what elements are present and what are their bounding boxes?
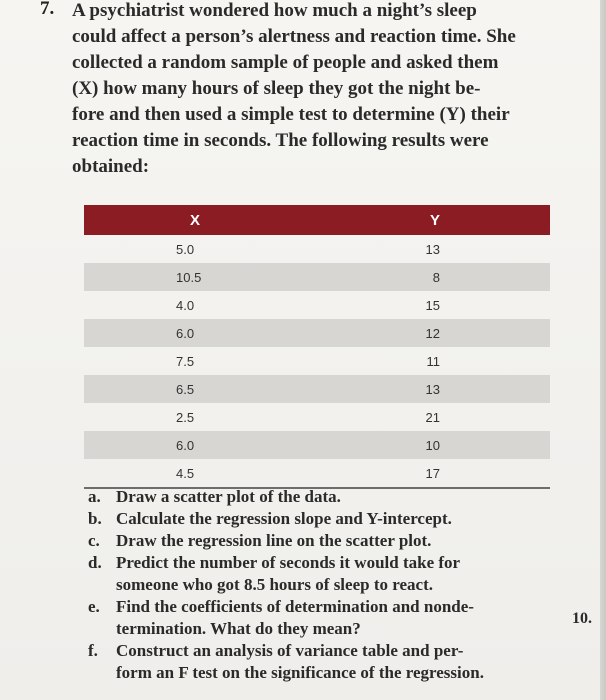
header-y: Y <box>357 205 550 235</box>
item-text: termination. What do they mean? <box>116 619 361 638</box>
item-text: Construct an analysis of variance table and per- <box>116 641 464 660</box>
exercise-item-d <box>88 552 548 596</box>
intro-line: reaction time in seconds. The following results were <box>72 130 489 151</box>
table-row <box>84 291 550 319</box>
problem-number: 7. <box>40 0 55 19</box>
problem-intro <box>72 0 552 180</box>
cell-y: 13 <box>357 375 550 403</box>
table-row <box>84 347 550 375</box>
cell-x: 5.0 <box>176 241 195 257</box>
item-text: Predict the number of seconds it would take for <box>116 553 461 572</box>
item-label: d. <box>88 553 102 572</box>
item-label: b. <box>88 509 102 528</box>
cell-y: 17 <box>357 459 550 488</box>
intro-line: (X) how many hours of sleep they got the night be- <box>72 78 481 99</box>
intro-line: obtained: <box>72 156 150 177</box>
exercise-item-b <box>88 508 548 530</box>
cell-x: 4.0 <box>176 297 195 313</box>
intro-line: fore and then used a simple test to determine (Y) their <box>72 104 510 125</box>
table-row <box>84 431 550 459</box>
table-row <box>84 235 550 263</box>
item-text: Calculate the regression slope and Y-intercept. <box>116 509 452 528</box>
cell-y: 12 <box>357 319 550 347</box>
table-row <box>84 263 550 291</box>
cell-x: 6.5 <box>84 375 357 403</box>
table-row <box>84 319 550 347</box>
item-label: e. <box>88 597 100 616</box>
cell-x: 7.5 <box>176 353 195 369</box>
header-x: X <box>84 205 357 235</box>
cell-x: 10.5 <box>84 263 357 291</box>
exercise-item-a <box>88 486 548 508</box>
table-header-row <box>84 205 550 235</box>
cell-y: 10 <box>357 431 550 459</box>
cell-x: 6.0 <box>84 319 357 347</box>
sleep-reaction-table <box>84 205 550 489</box>
cell-y: 21 <box>425 409 440 425</box>
table-row <box>84 459 550 488</box>
intro-line: collected a random sample of people and asked them <box>72 52 499 73</box>
exercise-item-f <box>88 640 548 684</box>
page-edge <box>600 0 606 700</box>
exercise-item-e <box>88 596 548 640</box>
item-text: Draw the regression line on the scatter plot. <box>116 531 432 550</box>
intro-line: could affect a person’s alertness and reaction time. She <box>72 26 516 47</box>
item-text: someone who got 8.5 hours of sleep to react. <box>116 575 433 594</box>
cell-y: 13 <box>425 241 440 257</box>
intro-line: A psychiatrist wondered how much a night’s sleep <box>72 0 477 21</box>
cell-y: 8 <box>357 263 550 291</box>
next-problem-number: 10. <box>572 610 592 627</box>
item-text: Draw a scatter plot of the data. <box>116 487 341 506</box>
table-row <box>84 403 550 431</box>
cell-y: 11 <box>426 353 440 369</box>
cell-x: 2.5 <box>176 409 195 425</box>
cell-x: 6.0 <box>84 431 357 459</box>
cell-y: 15 <box>425 297 440 313</box>
item-text: form an F test on the significance of the regression. <box>116 663 484 682</box>
exercise-items <box>88 486 548 684</box>
exercise-item-c <box>88 530 548 552</box>
item-label: a. <box>88 487 101 506</box>
table-row <box>84 375 550 403</box>
item-label: f. <box>88 641 98 660</box>
item-text: Find the coefficients of determination and nonde- <box>116 597 474 616</box>
cell-x: 4.5 <box>84 459 357 488</box>
item-label: c. <box>88 531 100 550</box>
